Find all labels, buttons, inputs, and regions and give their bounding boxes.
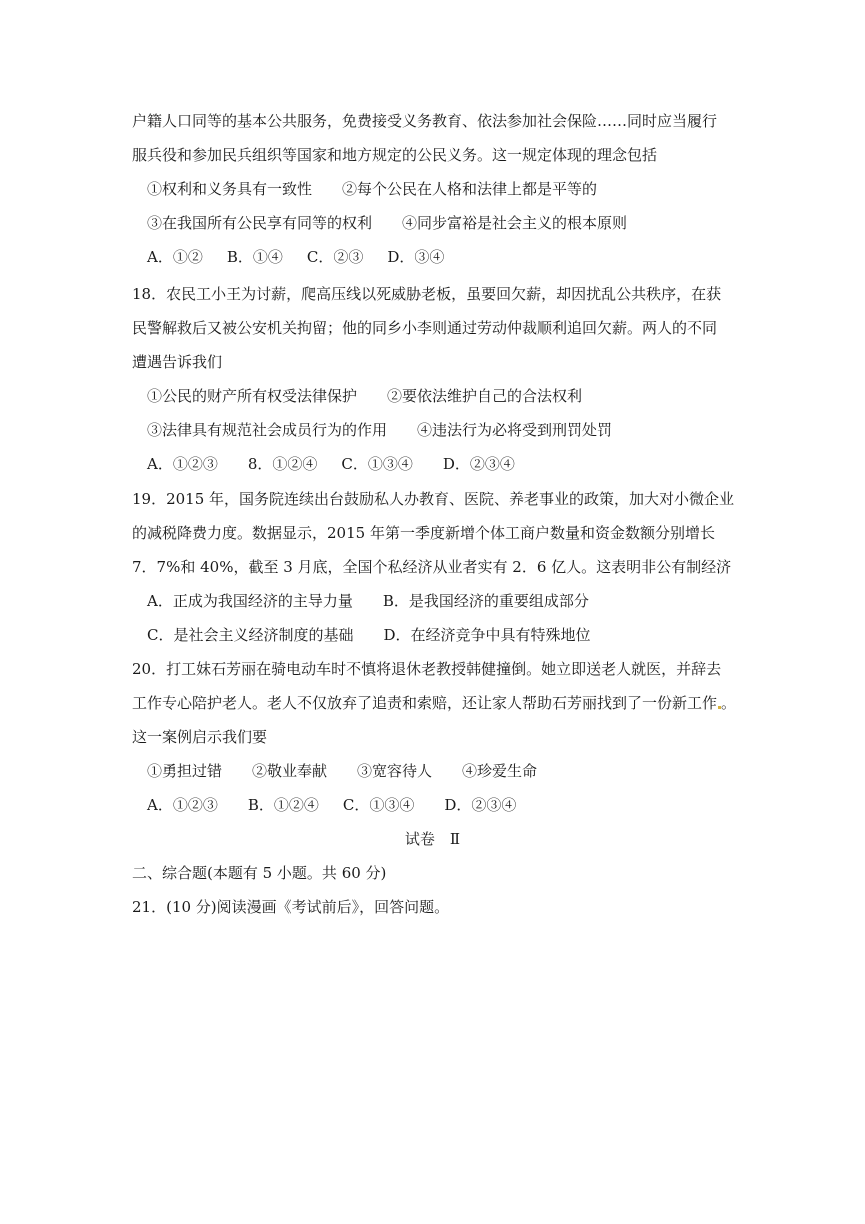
q19-option-b: B．是我国经济的重要组成部分 <box>382 592 589 610</box>
q18-statements-row-1 <box>147 386 582 406</box>
q17-statements-row-2 <box>147 213 627 233</box>
q19-option-c: C．是社会主义经济制度的基础 <box>147 626 354 644</box>
q17-options <box>147 247 444 267</box>
q20-option-a: A．①②③ <box>147 796 218 814</box>
section-two-title: 二、综合题(本题有 5 小题。共 60 分) <box>132 864 387 882</box>
q18-statement-2: ②要依法维护自己的合法权利 <box>387 387 583 405</box>
q17-statement-4: ④同步富裕是社会主义的根本原则 <box>402 214 628 232</box>
q17-option-a: A．①② <box>147 248 203 266</box>
q17-statement-2: ②每个公民在人格和法律上都是平等的 <box>342 180 598 198</box>
q21-prompt: 21．(10 分)阅读漫画《考试前后》，回答问题。 <box>132 898 450 916</box>
q20-statement-2: ②敬业奉献 <box>252 762 328 780</box>
q20-stem-line-1: 20．打工妹石芳丽在骑电动车时不慎将退休老教授韩健撞倒。她立即送老人就医，并辞去 <box>132 660 722 678</box>
q18-options <box>147 454 515 474</box>
q20-stem-line-2 <box>132 693 736 713</box>
q18-stem-line-3: 遭遇告诉我们 <box>132 353 223 371</box>
q17-option-b: B．①④ <box>226 248 283 266</box>
q18-statements-row-2 <box>147 420 612 440</box>
q18-stem-line-1: 18．农民工小王为讨薪，爬高压线以死威胁老板，虽要回欠薪，却因扰乱公共秩序，在获 <box>132 285 722 303</box>
q17-statement-3: ③在我国所有公民享有同等的权利 <box>147 214 373 232</box>
q19-stem-line-2: 的减税降费力度。数据显示，2015 年第一季度新增个体工商户数量和资金数额分别增长 <box>132 524 715 542</box>
q18-statement-4: ④违法行为必将受到刑罚处罚 <box>417 421 613 439</box>
q19-option-d: D．在经济竞争中具有特殊地位 <box>383 626 591 644</box>
q18-statement-1: ①公民的财产所有权受法律保护 <box>147 387 358 405</box>
q17-statement-1: ①权利和义务具有一致性 <box>147 180 313 198</box>
q20-stem-line-3: 这一案例启示我们要 <box>132 728 268 746</box>
q20-option-b: B．①②④ <box>247 796 319 814</box>
q19-stem-line-3: 7．7%和 40%，截至 3 月底，全国个私经济从业者实有 2．6 亿人。这表明非公有制经济 <box>132 558 732 576</box>
q18-stem-line-2: 民警解救后又被公安机关拘留；他的同乡小李则通过劳动仲裁顺利追回欠薪。两人的不同 <box>132 319 718 337</box>
q20-statement-1: ①勇担过错 <box>147 762 223 780</box>
q20-stem-line-2-end: 。 <box>721 694 737 712</box>
q17-statements-row-1 <box>147 179 597 199</box>
q20-options <box>147 795 516 815</box>
q20-option-d: D．②③④ <box>444 796 517 814</box>
q18-statement-3: ③法律具有规范社会成员行为的作用 <box>147 421 388 439</box>
q20-statements <box>147 761 537 781</box>
q18-option-b: 8．①②④ <box>247 455 318 473</box>
q17-option-c: C．②③ <box>306 248 364 266</box>
q18-option-a: A．①②③ <box>147 455 218 473</box>
q17-stem-line-2: 服兵役和参加民兵组织等国家和地方规定的公民义务。这一规定体现的理念包括 <box>132 146 658 164</box>
part-two-heading: 试卷 Ⅱ <box>404 830 461 848</box>
q19-options-row-2 <box>147 625 591 645</box>
q20-stem-line-2-text: 工作专心陪护老人。老人不仅放弃了追责和索赔，还让家人帮助石芳丽找到了一份新工作 <box>132 694 718 712</box>
q17-option-d: D．③④ <box>387 248 445 266</box>
q19-stem-line-1: 19．2015 年，国务院连续出台鼓励私人办教育、医院、养老事业的政策，加大对小微企业 <box>132 490 735 508</box>
q19-option-a: A．正成为我国经济的主导力量 <box>147 592 353 610</box>
q20-option-c: C．①③④ <box>342 796 415 814</box>
q20-statement-4: ④珍爱生命 <box>462 762 538 780</box>
q18-option-c: C．①③④ <box>341 455 413 473</box>
q17-stem-line-1: 户籍人口同等的基本公共服务，免费接受义务教育、依法参加社会保险……同时应当履行 <box>132 112 718 130</box>
q19-options-row-1 <box>147 591 589 611</box>
q20-statement-3: ③宽容待人 <box>357 762 433 780</box>
q18-option-d: D．②③④ <box>442 455 515 473</box>
